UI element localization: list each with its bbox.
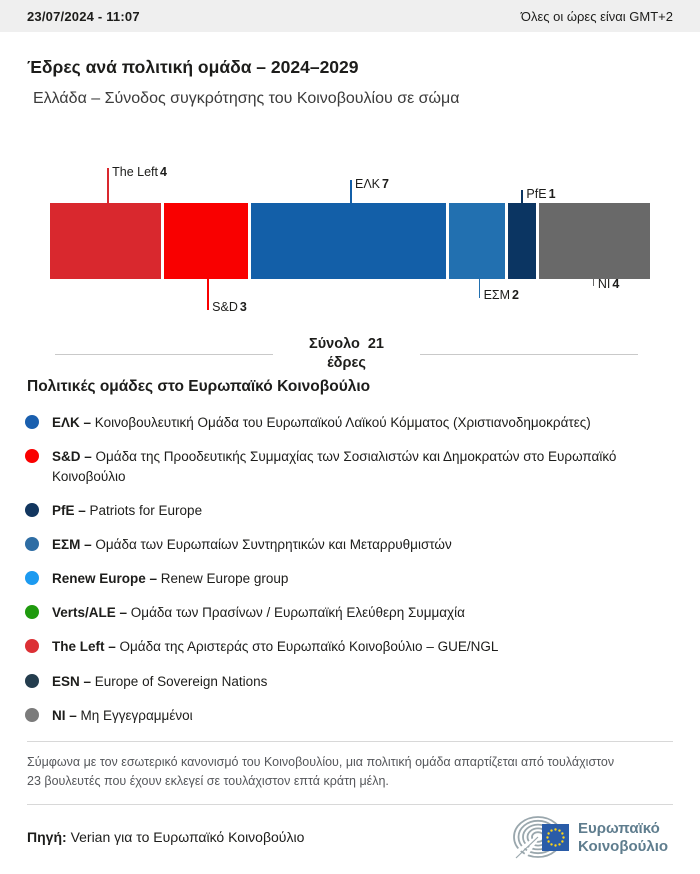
bar-label-The Left: The Left 4 — [112, 165, 167, 179]
legend-item-text: ESN – Europe of Sovereign Nations — [52, 673, 268, 689]
legend-item-text: S&D – Ομάδα της Προοδευτικής Συμμαχίας των Σοσιαλιστών και Δημοκρατών στο Ευρωπαϊκό Κοινοβούλιο — [52, 449, 617, 484]
logo-text-line2: Κοινοβούλιο — [578, 837, 669, 855]
legend-dot-icon — [25, 537, 39, 551]
legend-item — [25, 501, 670, 520]
callout-tick-ΕΣΜ — [479, 279, 481, 298]
timezone-note: Όλες οι ώρες είναι GMT+2 — [520, 8, 673, 24]
total-value: 21 — [367, 336, 384, 352]
bar-segment-ΝΙ — [539, 203, 650, 279]
total-unit: έδρες — [327, 355, 366, 372]
legend-item — [25, 447, 670, 485]
total-label: Σύνολο — [309, 336, 360, 352]
total-seats-row — [55, 335, 638, 373]
page-subtitle: Ελλάδα – Σύνοδος συγκρότησης του Κοινοβουλίου σε σώμα — [33, 90, 460, 107]
callout-tick-The Left — [107, 168, 109, 203]
legend-dot-icon — [25, 639, 39, 653]
legend-item-text: PfE – Patriots for Europe — [52, 502, 203, 518]
callout-tick-S&D — [207, 279, 209, 310]
legend-item-text: The Left – Ομάδα της Αριστεράς στο Ευρωπαϊκό Κοινοβούλιο – GUE/NGL — [52, 639, 499, 655]
european-parliament-logo — [508, 811, 688, 863]
legend-dot-icon — [25, 708, 39, 722]
logo-text-line1: Ευρωπαϊκό — [578, 819, 660, 837]
source-label: Πηγή: — [27, 828, 67, 845]
topbar — [0, 0, 700, 32]
bar-segment-ΕΣΜ — [449, 203, 505, 279]
source-row — [27, 811, 688, 863]
datetime-label: 23/07/2024 - 11:07 — [27, 8, 140, 24]
legend-item-text: ΕΛΚ – Κοινοβουλευτική Ομάδα του Ευρωπαϊκού Λαϊκού Κόμματος (Χριστιανοδημοκράτες) — [52, 415, 591, 431]
bar-segment-S&D — [164, 203, 248, 279]
legend-dot-icon — [25, 503, 39, 517]
page-title: Έδρες ανά πολιτική ομάδα – 2024–2029 — [27, 57, 359, 77]
callout-tick-ΕΛΚ — [350, 180, 352, 203]
bar-label-S&D: S&D 3 — [212, 300, 247, 314]
bar-label-PfE: PfE 1 — [526, 187, 556, 201]
legend-item — [25, 603, 670, 622]
legend-item-text: ΕΣΜ – Ομάδα των Ευρωπαίων Συντηρητικών και Μεταρρυθμιστών — [52, 536, 452, 552]
legend-item-text: ΝΙ – Μη Εγγεγραμμένοι — [52, 707, 193, 723]
bar-segment-PfE — [508, 203, 536, 279]
callout-tick-ΝΙ — [593, 279, 595, 286]
divider-right — [420, 354, 638, 355]
legend-item-text: Renew Europe – Renew Europe group — [52, 571, 289, 587]
legend-list — [0, 413, 700, 725]
source-text: Verian για το Ευρωπαϊκό Κοινοβούλιο — [70, 828, 305, 845]
legend-item-text: Verts/ALE – Ομάδα των Πρασίνων / Ευρωπαϊκή Ελεύθερη Συμμαχία — [52, 605, 465, 621]
bar-label-ΝΙ: ΝΙ 4 — [597, 277, 620, 291]
callout-tick-PfE — [521, 190, 523, 203]
legend-item — [25, 535, 670, 554]
legend-item — [25, 413, 670, 432]
eu-flag-icon — [542, 824, 569, 851]
legend-heading: Πολιτικές ομάδες στο Ευρωπαϊκό Κοινοβούλιο — [27, 378, 371, 396]
source — [27, 829, 304, 845]
legend-dot-icon — [25, 605, 39, 619]
bar-label-ΕΛΚ: ΕΛΚ 7 — [355, 177, 389, 191]
divider-left — [55, 354, 273, 355]
seats-stacked-bar-chart — [50, 163, 650, 313]
total-seats — [273, 335, 420, 373]
legend-dot-icon — [25, 571, 39, 585]
bar-label-ΕΣΜ: ΕΣΜ 2 — [483, 288, 519, 302]
footnote: Σύμφωνα με τον εσωτερικό κανονισμό του Κοινοβουλίου, μια πολιτική ομάδα απαρτίζεται από τουλάχιστον 23 βουλευτές που έχουν εκλεγεί σε τουλάχιστον επτά κράτη μέλη. — [27, 741, 673, 805]
legend-item — [25, 569, 670, 588]
legend-dot-icon — [25, 415, 39, 429]
legend-item — [25, 672, 670, 691]
legend-item — [25, 706, 670, 725]
bar-segment-The Left — [50, 203, 161, 279]
stacked-bar — [50, 203, 650, 279]
legend-dot-icon — [25, 674, 39, 688]
legend-item — [25, 637, 670, 656]
bar-segment-ΕΛΚ — [251, 203, 446, 279]
legend-dot-icon — [25, 449, 39, 463]
